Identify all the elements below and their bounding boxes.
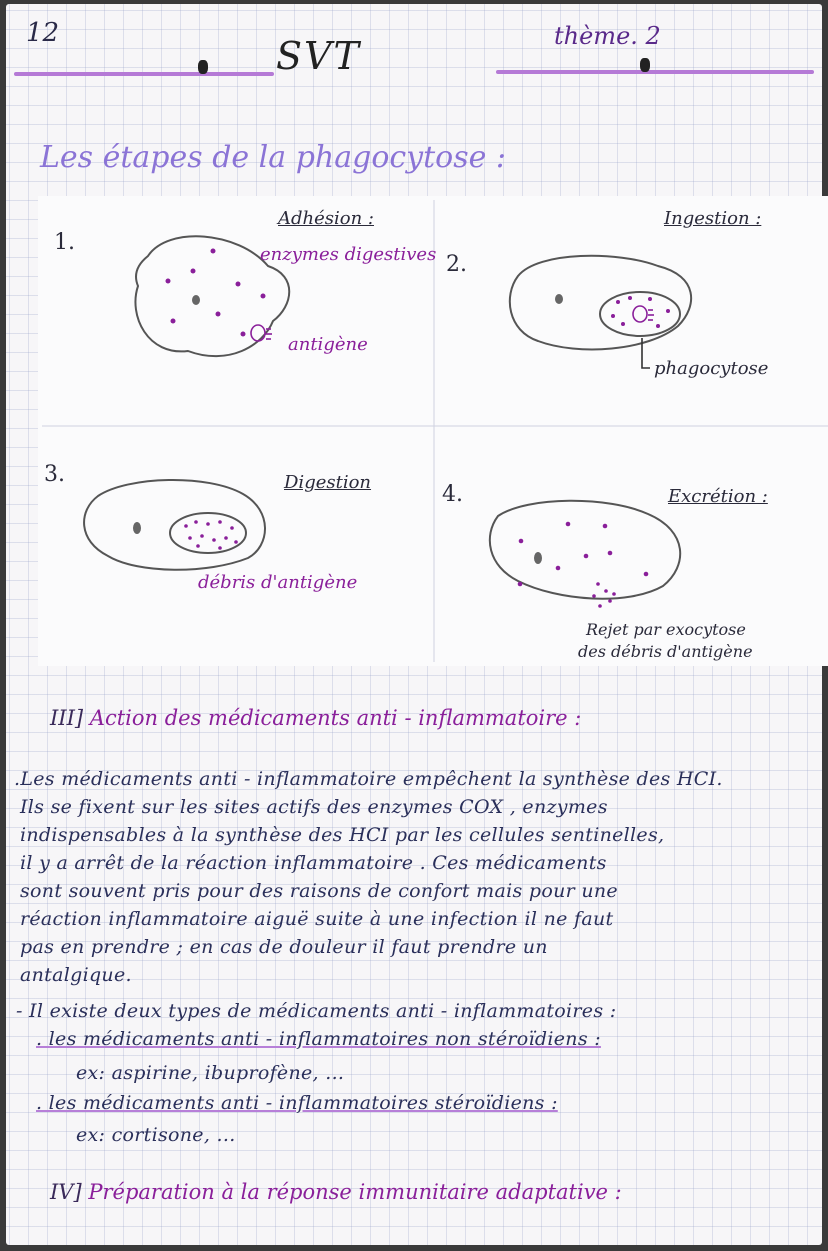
header-underline-left [14, 72, 274, 76]
text-line: - Il existe deux types de médicaments anti - inflammatoires : [16, 1000, 617, 1022]
antigen-step2 [633, 306, 654, 322]
binder-hole-left [198, 60, 208, 74]
page-title: Les étapes de la phagocytose : [40, 140, 507, 175]
text-line: sont souvent pris pour des raisons de confort mais pour une [20, 880, 618, 902]
annotation-debris: débris d'antigène [198, 572, 358, 593]
step-label-digestion: Digestion [284, 472, 372, 493]
header-underline-right [496, 70, 814, 74]
annotation-enzymes: enzymes digestives [260, 244, 437, 265]
page-number: 12 [26, 18, 60, 48]
annotation-phagocytose: phagocytose [654, 358, 769, 379]
enzymes-step2 [611, 296, 670, 328]
text-line-nsaid: . les médicaments anti - inflammatoires non stéroïdiens : [36, 1028, 601, 1050]
nucleus-step1 [192, 295, 200, 305]
nucleus-step2 [555, 294, 563, 304]
section3-heading [50, 706, 581, 730]
step-number-4: 4. [442, 482, 463, 507]
annotation-exocytosis-debris: des débris d'antigène [578, 642, 753, 661]
text-line: Ils se fixent sur les sites actifs des enzymes COX , enzymes [20, 796, 608, 818]
step-number-3: 3. [44, 462, 65, 487]
section3-title: Action des médicaments anti - inflammatoire : [89, 706, 582, 730]
enzymes-step1 [166, 249, 266, 337]
nucleus-step3 [133, 522, 141, 534]
step-label-ingestion: Ingestion : [664, 208, 762, 229]
step-label-adhesion: Adhésion : [278, 208, 374, 229]
phagosome-step2 [600, 292, 680, 336]
subject-heading: SVT [276, 34, 361, 78]
section4-number: IV] [50, 1180, 82, 1204]
step-label-excretion: Excrétion : [668, 486, 768, 507]
cell-step2 [510, 256, 691, 350]
debris-step3 [184, 520, 238, 550]
phagolysosome-step3 [170, 513, 246, 553]
text-line-example: ex: aspirine, ibuprofène, ... [76, 1062, 345, 1084]
text-line: pas en prendre ; en cas de douleur il faut prendre un [20, 936, 548, 958]
nucleus-step4 [534, 552, 542, 564]
binder-hole-right [640, 58, 650, 72]
annotation-exocytosis: Rejet par exocytose [586, 620, 746, 639]
step-number-2: 2. [446, 252, 467, 277]
text-line: il y a arrêt de la réaction inflammatoire . Ces médicaments [20, 852, 607, 874]
annotation-antigen: antigène [288, 334, 368, 355]
phagocytosis-drawing [38, 196, 828, 666]
notebook-page [6, 4, 822, 1245]
phagocytosis-diagram [38, 196, 828, 666]
step-number-1: 1. [54, 230, 75, 255]
text-line: .Les médicaments anti - inflammatoire empêchent la synthèse des HCI. [14, 768, 723, 790]
text-line: réaction inflammatoire aiguë suite à une infection il ne faut [20, 908, 614, 930]
expelled-debris-step4 [592, 582, 616, 608]
cell-step3 [84, 480, 265, 570]
text-line: indispensables à la synthèse des HCI par les cellules sentinelles, [20, 824, 665, 846]
section4-title: Préparation à la réponse immunitaire adaptative : [88, 1180, 622, 1204]
text-line-steroid: . les médicaments anti - inflammatoires stéroïdiens : [36, 1092, 558, 1114]
text-line: antalgique. [20, 964, 132, 986]
theme-label: thème. 2 [554, 22, 661, 50]
section3-number: III] [50, 706, 84, 730]
text-line-example: ex: cortisone, ... [76, 1124, 236, 1146]
section4-heading [50, 1180, 622, 1204]
